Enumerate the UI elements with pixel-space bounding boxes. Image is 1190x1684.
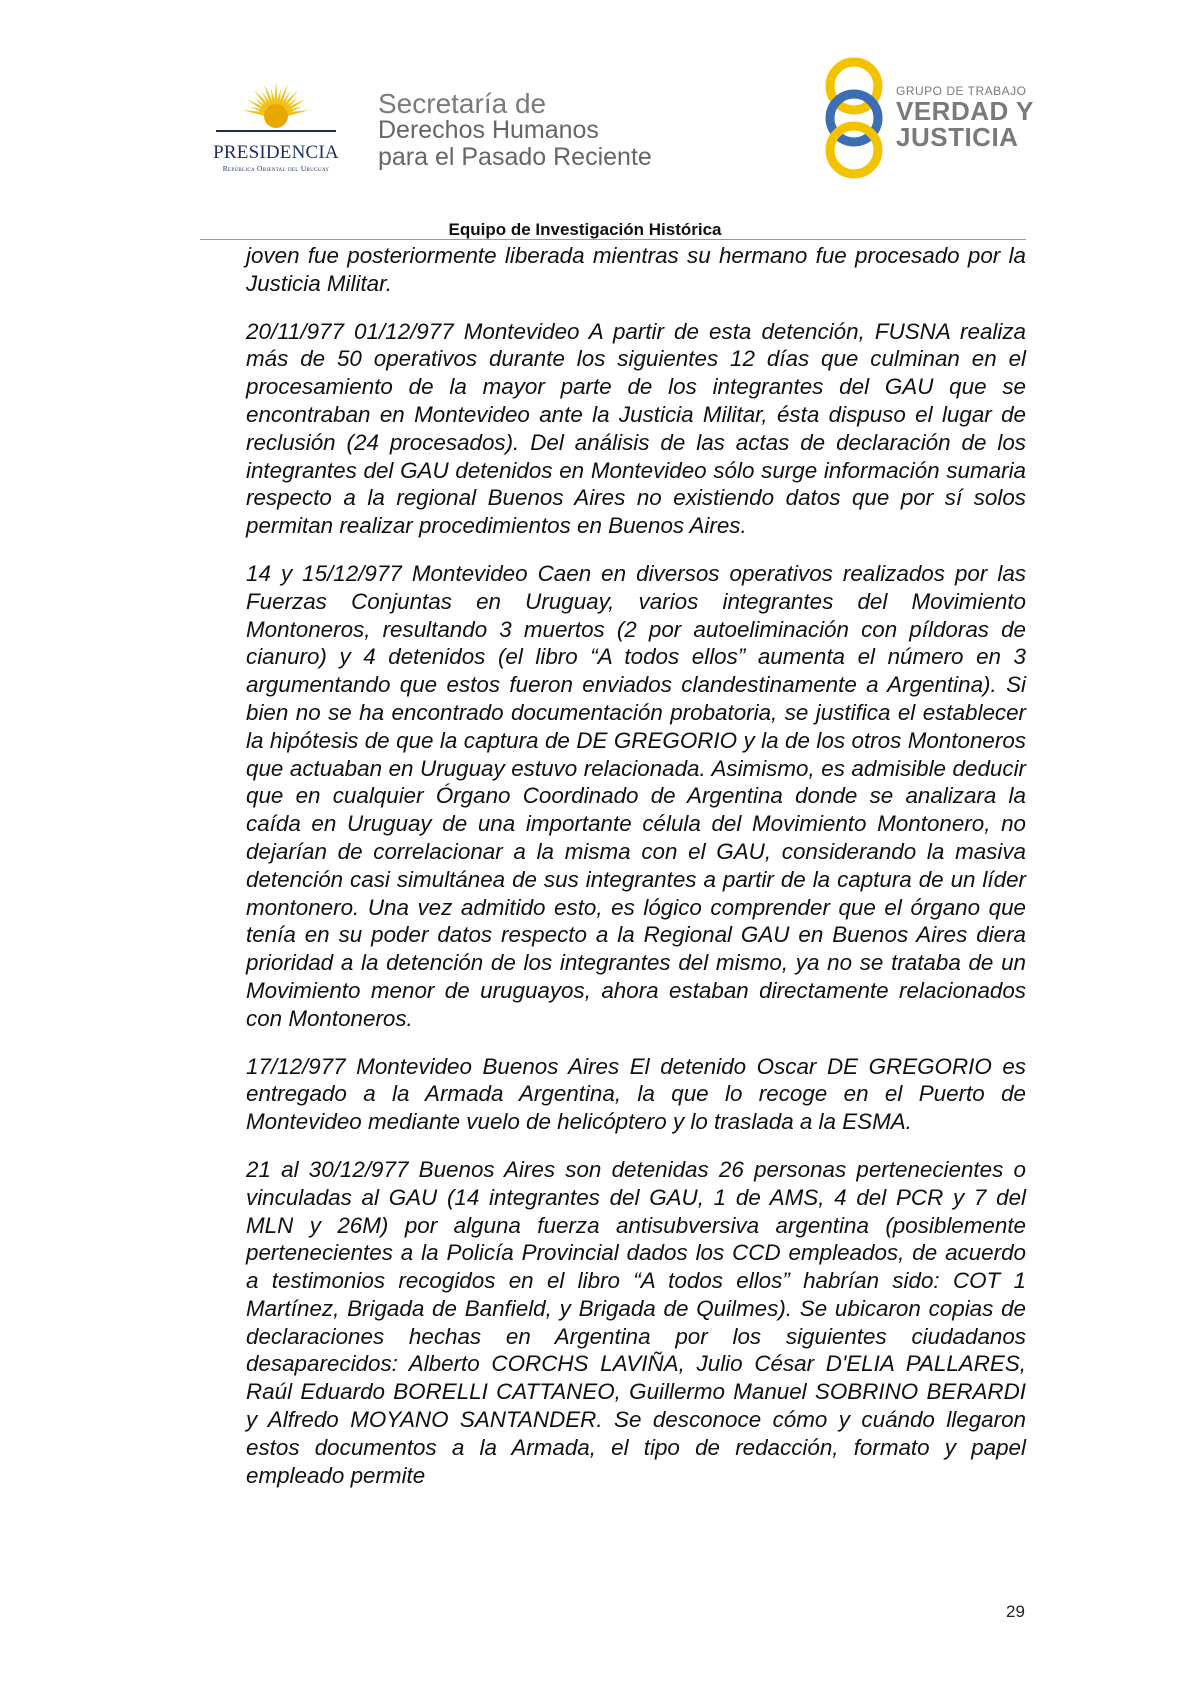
vyj-big-label-1: VERDAD Y [896, 96, 1034, 126]
rings-icon [820, 56, 900, 181]
vyj-small-label: GRUPO DE TRABAJO [896, 84, 1027, 98]
presidencia-label: PRESIDENCIA [213, 142, 339, 163]
paragraph: joven fue posteriormente liberada mientras su hermano fue procesado por la Justicia Militar. [246, 243, 1026, 296]
team-title: Equipo de Investigación Histórica [448, 220, 722, 239]
paragraph: 20/11/977 01/12/977 Montevideo A partir de esta detención, FUSNA realiza más de 50 operativos durante los siguientes 12 días que culminan en el procesamiento de la mayor parte de los integrantes del GAU que se encontraban en Montevideo ante la Justicia Militar, ésta dispuso el lugar de reclusión (24 procesados). Del análisis de las actas de declaración de los integrantes del GAU detenidos en Montevideo sólo surge información sumaria respecto a la regional Buenos Aires no existiendo datos que por sí solos permitan realizar procedimientos en Buenos Aires. [246, 318, 1026, 539]
paragraph: 14 y 15/12/977 Montevideo Caen en diversos operativos realizados por las Fuerzas Conjuntas en Uruguay, varios integrantes del Movimiento Montoneros, resultando 3 muertos (2 por autoeliminación con píldoras de cianuro) y 4 detenidos (el libro “A todos ellos” aumenta el número en 3 argumentando que estos fueron enviados clandestinamente a Argentina). Si bien no se ha encontrado documentación probatoria, se justifica el establecer la hipótesis de que la captura de DE GREGORIO y la de los otros Montoneros que actuaban en Uruguay estuvo relacionada. Asimismo, es admisible deducir que en cualquier Órgano Coordinado de Argentina donde se analizara la caída en Uruguay de una importante célula del Movimiento Montonero, no dejarían de correlacionar a la misma con el GAU, considerando la masiva detención casi simultánea de sus integrantes a partir de la captura de un líder montonero. Una vez admitido esto, es lógico comprender que el órgano que tenía en su poder datos respecto a la Regional GAU en Buenos Aires diera prioridad a la detención de los integrantes del mismo, ya no se trataba de un Movimiento menor de uruguayos, ahora estaban directamente relacionados con Montoneros. [246, 560, 1026, 1031]
presidencia-logo [196, 80, 356, 180]
vyj-big-label-2: JUSTICIA [896, 122, 1019, 152]
page-number: 29 [1006, 1602, 1025, 1621]
secretaria-line-2: Derechos Humanos [378, 116, 599, 144]
presidencia-subtitle: República Oriental del Uruguay [222, 164, 330, 173]
verdad-justicia-text [896, 84, 1034, 150]
paragraph: 21 al 30/12/977 Buenos Aires son detenidas 26 personas pertenecientes o vinculadas al GAU (14 integrantes del GAU, 1 de AMS, 4 del PCR y 7 del MLN y 26M) por alguna fuerza antisubversiva argentina (posiblemente pertenecientes a la Policía Provincial dados los CCD empleados, de acuerdo a testimonios recogidos en el libro “A todos ellos” habrían sido: COT 1 Martínez, Brigada de Banfield, y Brigada de Quilmes). Se ubicaron copias de declaraciones hechas en Argentina por los siguientes ciudadanos desaparecidos: Alberto CORCHS LAVIÑA, Julio César D'ELIA PALLARES, Raúl Eduardo BORELLI CATTANEO, Guillermo Manuel SOBRINO BERARDI y Alfredo MOYANO SANTANDER. Se desconoce cómo y cuándo llegaron estos documentos a la Armada, el tipo de redacción, formato y papel empleado permite [246, 1156, 1026, 1488]
sun-icon [196, 80, 356, 150]
secretaria-line-3: para el Pasado Reciente [378, 143, 652, 171]
verdad-justicia-logo [820, 56, 1040, 181]
body-text [246, 242, 1026, 1509]
secretaria-line-1: Secretaría de [378, 88, 547, 119]
header-divider [200, 239, 1026, 240]
secretaria-title [378, 90, 652, 171]
paragraph: 17/12/977 Montevideo Buenos Aires El detenido Oscar DE GREGORIO es entregado a la Armada Argentina, la que lo recoge en el Puerto de Montevideo mediante vuelo de helicóptero y lo traslada a la ESMA. [246, 1053, 1026, 1135]
